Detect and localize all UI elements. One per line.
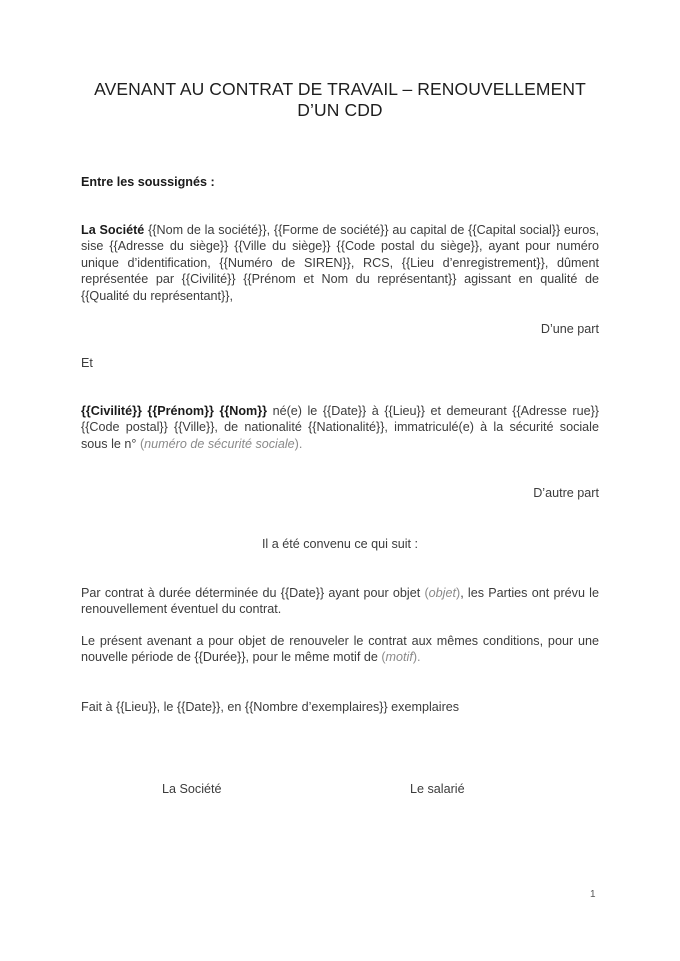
and-label: Et (81, 356, 93, 370)
contract-text: Par contrat à durée déterminée du {{Date}} ayant pour objet (81, 586, 425, 600)
paren-close: ). (294, 436, 303, 451)
object-placeholder: objet (428, 586, 456, 600)
company-details: {{Nom de la société}}, {{Forme de société}} au capital de {{Capital social}} euros, sise {{Adresse du siège}} {{Ville du siège}} {{Code postal du siège}}, ayant pour numéro unique d’identification, {{Numéro de SIREN}}, RCS, {{Lieu d’enregistrement}}, dûment représentée par {{Civilité}} {{Prénom et Nom du représentant}} agissant en qualité de {{Qualité du représentant}}, (81, 223, 599, 303)
contract-text-after: , les Parties ont prévu le renouvellement éventuel du contrat. (81, 586, 599, 617)
second-party-label: D’autre part (533, 486, 599, 500)
contract-paragraph (81, 585, 599, 618)
title-line-2: D’UN CDD (297, 100, 383, 120)
done-at-line: Fait à {{Lieu}}, le {{Date}}, en {{Nombre d’exemplaires}} exemplaires (81, 700, 460, 714)
paren-open: ( (424, 586, 429, 600)
signature-employee-label: Le salarié (410, 782, 465, 796)
paren-open: ( (381, 650, 386, 665)
employee-label: {{Civilité}} {{Prénom}} {{Nom}} (81, 404, 268, 418)
document-title (60, 79, 620, 121)
paren-close: ). (412, 650, 421, 665)
page-number: 1 (590, 889, 596, 900)
paren-close: ) (455, 586, 461, 600)
employee-paragraph (81, 403, 599, 452)
intro-heading: Entre les soussignés : (81, 175, 215, 189)
signature-company-label: La Société (162, 782, 222, 796)
motive-placeholder: motif (385, 650, 413, 665)
first-party-label: D’une part (540, 322, 599, 336)
company-label: La Société (81, 223, 145, 237)
employee-details: né(e) le {{Date}} à {{Lieu}} et demeurant {{Adresse rue}} {{Code postal}} {{Ville}}, de nationalité {{Nationalité}}, immatriculé(e) à la sécurité sociale sous le n° (81, 404, 599, 451)
title-line-1: AVENANT AU CONTRAT DE TRAVAIL – RENOUVELLEMENT (94, 79, 586, 99)
amendment-text: Le présent avenant a pour objet de renouveler le contrat aux mêmes conditions, pour une nouvelle période de {{Durée}}, pour le même motif de (81, 634, 599, 665)
amendment-paragraph (81, 633, 599, 666)
company-paragraph (81, 222, 599, 304)
social-security-placeholder: numéro de sécurité sociale (144, 436, 295, 451)
agreed-heading: Il a été convenu ce qui suit : (261, 537, 419, 551)
paren-open: ( (139, 436, 145, 451)
